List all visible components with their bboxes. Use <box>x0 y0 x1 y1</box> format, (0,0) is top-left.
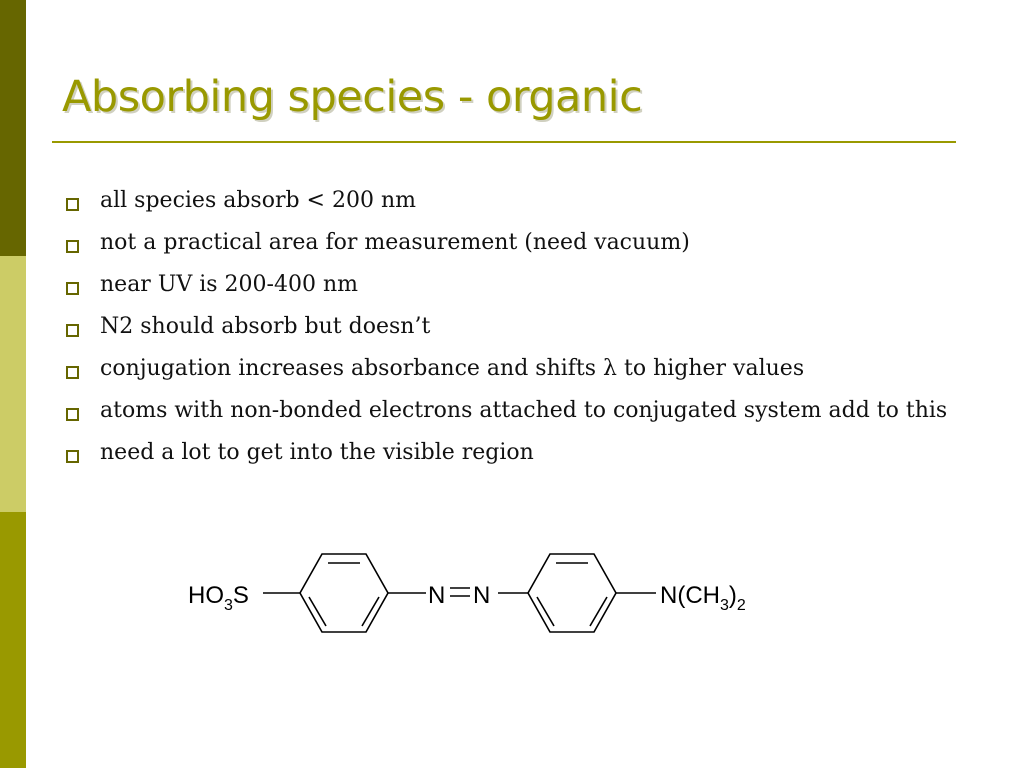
side-accent-bar <box>0 0 26 768</box>
ring-2-inner-bond <box>590 597 607 626</box>
bullet-text: near UV is 200-400 nm <box>100 272 358 297</box>
bullet-text: all species absorb < 200 nm <box>100 188 417 213</box>
square-bullet-icon <box>66 366 79 379</box>
bullet-item <box>62 438 962 468</box>
bullet-item <box>62 354 962 384</box>
azo-nitrogen-left: N <box>428 582 446 609</box>
bullet-text: atoms with non-bonded electrons attached to conjugated system add to this <box>100 398 948 423</box>
methyl-orange-structure-icon <box>180 540 780 650</box>
ring-1-inner-bond <box>309 597 326 626</box>
bullet-text: not a practical area for measurement (need vacuum) <box>100 230 690 255</box>
bullet-text: need a lot to get into the visible region <box>100 440 534 465</box>
benzene-ring-1 <box>300 554 388 632</box>
bullet-text: N2 should absorb but doesn’t <box>100 314 431 339</box>
square-bullet-icon <box>66 198 79 211</box>
bullet-item <box>62 396 962 426</box>
title-underline <box>52 141 956 143</box>
square-bullet-icon <box>66 240 79 253</box>
sulfonic-group-label: $HO_3S$ <box>188 582 249 614</box>
side-bar-segment-dark <box>0 0 26 256</box>
side-bar-segment-mid <box>0 512 26 768</box>
benzene-ring-2 <box>528 554 616 632</box>
ring-2-inner-bond <box>537 597 554 626</box>
side-bar-segment-light <box>0 256 26 512</box>
square-bullet-icon <box>66 450 79 463</box>
square-bullet-icon <box>66 282 79 295</box>
azo-nitrogen-right: N <box>473 582 491 609</box>
bullet-item <box>62 312 962 342</box>
square-bullet-icon <box>66 324 79 337</box>
ring-1-inner-bond <box>362 597 379 626</box>
bullet-list <box>62 186 962 480</box>
bullet-item <box>62 186 962 216</box>
bullet-item <box>62 270 962 300</box>
bullet-item <box>62 228 962 258</box>
bullet-text: conjugation increases absorbance and shifts λ to higher values <box>100 356 805 381</box>
square-bullet-icon <box>66 408 79 421</box>
dimethylamino-group-label: $N(CH_3)_2$ <box>660 582 746 614</box>
slide-title: Absorbing species - organic <box>62 72 643 122</box>
